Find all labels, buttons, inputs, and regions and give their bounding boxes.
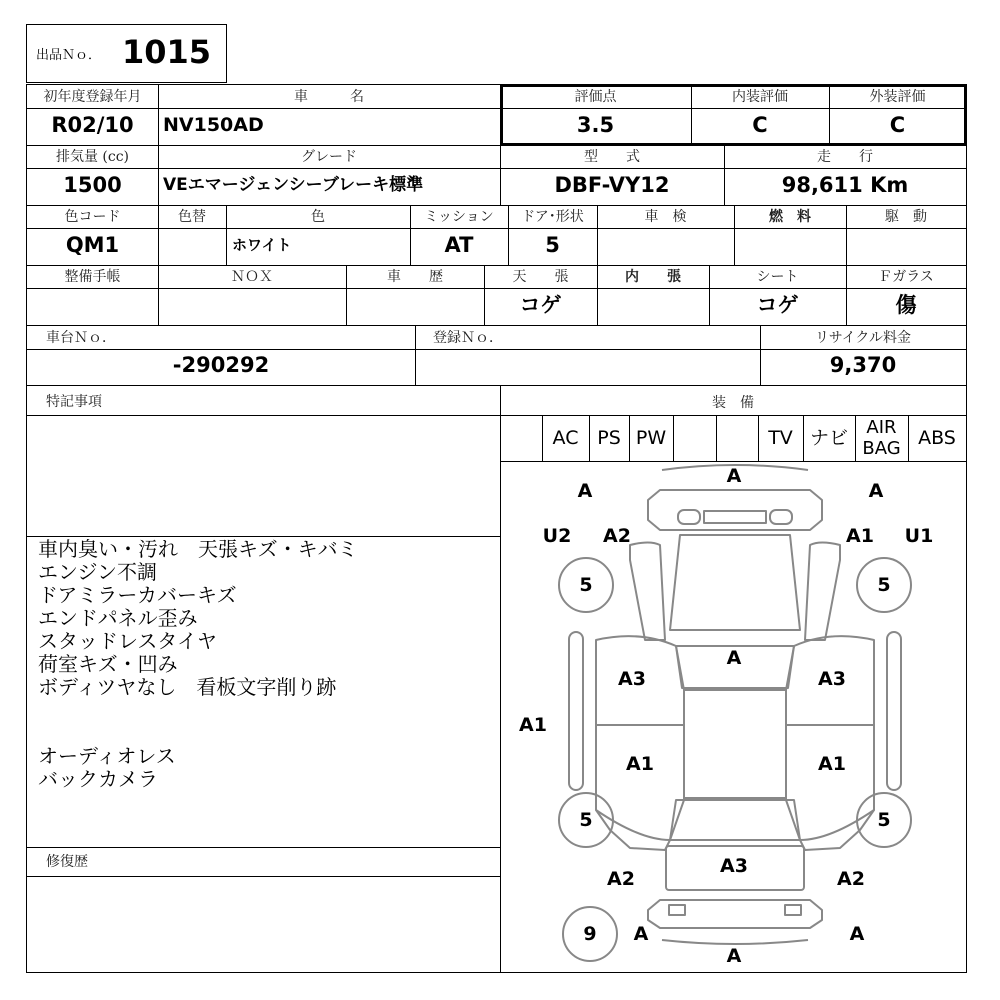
nox-label: ＮＯＸ — [231, 269, 273, 285]
interior-grade-label: 内装評価 — [732, 89, 788, 105]
registration-number-label: 登録Ｎｏ． — [433, 330, 503, 346]
score-value: 3.5 — [576, 113, 615, 137]
maintenance-record-label: 整備手帳 — [64, 269, 121, 285]
grade-label: グレード — [301, 149, 357, 165]
interior-grade-value: C — [752, 113, 768, 137]
vehicle-history-label: 車 歴 — [387, 269, 443, 285]
mark-a2-rear-left: A2 — [607, 868, 635, 890]
equipment-ac: AC — [552, 427, 579, 449]
lot-number: 1015 — [122, 33, 212, 71]
mark-rear-right: A — [849, 923, 865, 945]
mark-a2-front-left: A2 — [603, 525, 631, 547]
first-registration-value: R02/10 — [51, 113, 134, 137]
roof-outline — [684, 690, 786, 798]
interior-lining-label: 内 張 — [625, 269, 681, 285]
chassis-number-value: -290292 — [172, 353, 270, 377]
mark-spare-tire: 9 — [583, 923, 597, 945]
displacement-label: 排気量 (cc) — [55, 149, 130, 165]
first-registration-label: 初年度登録年月 — [43, 89, 142, 105]
notes-label: 特記事項 — [46, 394, 102, 410]
transmission-label: ミッション — [424, 209, 494, 225]
front-glass-label: Ｆガラス — [878, 269, 934, 285]
seat-value: コゲ — [756, 293, 799, 317]
note-line: スタッドレスタイヤ — [38, 629, 217, 653]
mark-front-bumper: A — [726, 465, 742, 487]
note-line: エンドパネル歪み — [38, 606, 198, 630]
displacement-value: 1500 — [63, 173, 122, 197]
recycle-fee-label: リサイクル料金 — [814, 330, 912, 346]
equipment-ps: PS — [597, 427, 621, 449]
mark-front-left-corner: A — [577, 480, 593, 502]
color-change-label: 色替 — [178, 209, 206, 225]
model-code-label: 型 式 — [584, 149, 640, 165]
color-code-value: QM1 — [65, 233, 120, 257]
mileage-label: 走 行 — [817, 149, 873, 165]
note-line: バックカメラ — [38, 767, 158, 791]
transmission-value: AT — [444, 233, 474, 257]
mark-u1: U1 — [904, 525, 934, 547]
drive-label: 駆 動 — [885, 209, 927, 225]
mark-a3-left: A3 — [618, 668, 646, 690]
front-glass-value: 傷 — [895, 293, 917, 317]
score-label: 評価点 — [574, 89, 617, 105]
equipment-pw: PW — [635, 427, 667, 449]
equipment-tv: TV — [768, 427, 793, 449]
mark-tire-rear-right: 5 — [877, 809, 891, 831]
ceiling-label: 天 張 — [512, 269, 569, 285]
mark-rear-bumper: A — [726, 945, 742, 967]
mark-rear-left: A — [633, 923, 649, 945]
mark-a1-door-right: A1 — [818, 753, 846, 775]
mark-a1-side-left: A1 — [519, 714, 547, 736]
mark-tire-front-left: 5 — [579, 574, 593, 596]
exterior-grade-label: 外装評価 — [869, 89, 926, 105]
equipment-abs: ABS — [918, 427, 956, 449]
lot-label: 出品Ｎｏ． — [36, 48, 102, 63]
recycle-fee-value: 9,370 — [829, 353, 897, 377]
note-line: オーディオレス — [38, 744, 176, 768]
ceiling-value: コゲ — [519, 293, 562, 317]
inspection-label: 車 検 — [644, 209, 687, 225]
exterior-grade-value: C — [889, 113, 906, 137]
note-line: 荷室キズ・凹み — [38, 652, 178, 676]
mark-tire-front-right: 5 — [877, 574, 891, 596]
model-code-value: DBF-VY12 — [554, 173, 670, 197]
fuel-label: 燃 料 — [769, 209, 811, 225]
mark-a2-rear-right: A2 — [837, 868, 865, 890]
door-shape-value: 5 — [545, 233, 560, 257]
note-line: 車内臭い・汚れ 天張キズ・キバミ — [38, 537, 358, 561]
equipment-label: 装 備 — [712, 395, 754, 411]
note-line: エンジン不調 — [38, 560, 157, 584]
repair-history-label: 修復歴 — [46, 854, 88, 870]
mark-a1-front-right: A1 — [846, 525, 874, 547]
equipment-airbag: AIR BAG — [862, 417, 901, 459]
mark-u2: U2 — [542, 525, 572, 547]
mark-a1-door-left: A1 — [626, 753, 654, 775]
chassis-number-label: 車台Ｎｏ． — [46, 330, 116, 346]
car-name-value: NV150AD — [163, 114, 264, 136]
seat-label: シート — [756, 269, 799, 285]
color-value: ホワイト — [232, 236, 292, 254]
mark-tire-rear-left: 5 — [579, 809, 593, 831]
equipment-navi: ナビ — [809, 427, 848, 449]
car-name-label: 車 名 — [294, 89, 364, 105]
door-shape-label: ドア･形状 — [521, 209, 584, 225]
mark-a3-rear: A3 — [720, 855, 748, 877]
mark-roof: A — [726, 647, 742, 669]
note-line: ボディツヤなし 看板文字削り跡 — [38, 675, 337, 699]
color-label: 色 — [311, 209, 325, 225]
note-line: ドアミラーカバーキズ — [38, 583, 237, 607]
mark-a3-right: A3 — [818, 668, 846, 690]
mileage-value: 98,611 Km — [781, 173, 909, 197]
mark-front-right-corner: A — [868, 480, 884, 502]
color-code-label: 色コード — [64, 209, 121, 225]
grade-value: VEエマージェンシーブレーキ標準 — [163, 175, 424, 195]
windshield-outline — [670, 535, 800, 630]
